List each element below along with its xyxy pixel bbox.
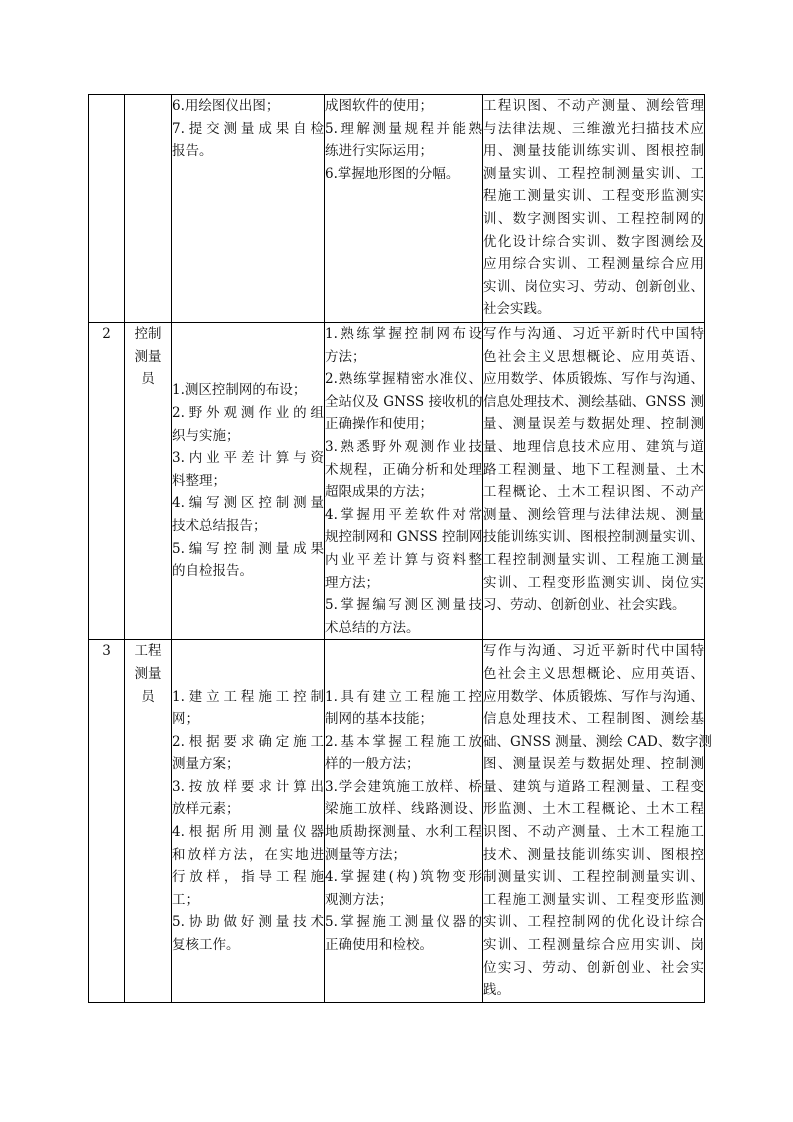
table-row xyxy=(89,95,705,323)
course-line: 工程施工测量实训、工程变形监测 xyxy=(483,891,704,908)
skill-line: 正确使用和检校。 xyxy=(325,937,433,954)
course-line: 量、建筑与道路工程测量、工程变 xyxy=(483,778,704,795)
skill-line: 3.熟悉野外观测作业技 xyxy=(325,438,482,455)
course-line: 位实习、劳动、创新创业、社会实 xyxy=(483,959,704,976)
position-name-line: 工程 xyxy=(134,643,162,660)
skill-line: 理方法； xyxy=(325,574,379,591)
skill-line: 测量等方法； xyxy=(325,846,406,863)
skill-line: 正确操作和使用； xyxy=(325,416,433,433)
position-cell xyxy=(125,323,172,640)
course-line: 实训、工程测量综合应用实训、岗 xyxy=(483,937,704,954)
course-line: 与法律法规、三维激光扫描技术应 xyxy=(483,120,704,137)
course-line: 优化设计综合实训、数字图测绘及 xyxy=(483,233,704,250)
skill-line: 术规程，正确分析和处理 xyxy=(325,461,482,478)
course-line: 应用数学、体质锻炼、写作与沟通、 xyxy=(483,688,704,705)
work-task-line: 6.用绘图仪出图； xyxy=(172,98,280,114)
skill-line: 4.掌握用平差软件对常 xyxy=(325,506,482,523)
skill-line: 5.掌握编写测区测量技 xyxy=(325,597,482,614)
work-task-line: 4.根据所用测量仪器 xyxy=(172,824,324,841)
course-line: 技能训练实训、图根控制测量实训、 xyxy=(483,529,704,546)
course-line: 社会实践。 xyxy=(483,301,551,318)
skills-cell xyxy=(325,640,483,1003)
row-number-cell: 2 xyxy=(89,323,125,640)
skill-line: 6.掌握地形图的分幅。 xyxy=(325,165,460,182)
work-task-line: 料整理； xyxy=(172,472,226,489)
course-line: 应用数学、体质锻炼、写作与沟通、 xyxy=(483,371,704,388)
course-line: 信息处理技术、工程制图、测绘基 xyxy=(483,711,704,728)
work-task-line: 7.提交测量成果自检 xyxy=(172,120,324,137)
course-line: 实训、工程变形监测实训、岗位实 xyxy=(483,574,704,591)
work-task-line: 复核工作。 xyxy=(172,937,240,954)
course-line: 量、测量误差与数据处理、控制测 xyxy=(483,416,704,433)
skill-line: 2.熟练掌握精密水准仪、 xyxy=(325,371,482,388)
skill-line: 1.熟练掌握控制网布设 xyxy=(325,326,482,342)
course-line: 形监测、土木工程概论、土木工程 xyxy=(483,801,704,818)
table-row xyxy=(89,323,705,640)
work-tasks-cell xyxy=(172,640,325,1003)
row-number-cell xyxy=(89,95,125,323)
courses-cell xyxy=(483,640,712,1003)
skill-line: 规控制网和 GNSS 控制网 xyxy=(325,529,483,546)
skills-cell xyxy=(325,323,483,640)
skill-line: 地质勘探测量、水利工程 xyxy=(325,824,482,841)
course-line: 色社会主义思想概论、应用英语、 xyxy=(483,348,704,365)
work-task-line: 和放样方法，在实地进 xyxy=(172,846,324,863)
work-task-line: 测量方案； xyxy=(172,756,240,773)
course-line: 践。 xyxy=(483,982,510,999)
course-line: 工程控制测量实训、工程施工测量 xyxy=(483,551,704,568)
course-line: 写作与沟通、习近平新时代中国特 xyxy=(483,643,704,660)
course-line: 实训、工程控制网的优化设计综合 xyxy=(483,914,704,931)
work-task-line: 5.编写控制测量成果 xyxy=(172,540,324,557)
work-task-line: 网； xyxy=(172,711,199,728)
work-task-line: 5.协助做好测量技术 xyxy=(172,914,324,931)
work-task-line: 1.建立工程施工控制 xyxy=(172,688,324,705)
curriculum-table xyxy=(88,94,712,1003)
skill-line: 超限成果的方法； xyxy=(325,484,433,501)
skill-line: 5.理解测量规程并能熟 xyxy=(325,120,482,137)
course-line: 工程概论、土木工程识图、不动产 xyxy=(483,484,704,501)
work-task-line: 的自检报告。 xyxy=(172,563,253,580)
skill-line: 制网的基本技能； xyxy=(325,711,433,728)
skill-line: 方法； xyxy=(325,348,366,365)
row-number-cell: 3 xyxy=(89,640,125,1003)
work-task-line: 技术总结报告； xyxy=(172,518,267,535)
course-line: 测量、测绘管理与法律法规、测量 xyxy=(483,506,704,523)
table-body xyxy=(89,95,712,1003)
course-line: 工程识图、不动产测量、测绘管理 xyxy=(483,98,704,114)
work-task-line: 工； xyxy=(172,891,199,908)
course-line: 技术、测量技能训练实训、图根控 xyxy=(483,846,704,863)
courses-cell xyxy=(483,95,705,323)
position-cell xyxy=(125,640,172,1003)
position-cell xyxy=(125,95,172,323)
course-line: 应用综合实训、工程测量综合应用 xyxy=(483,256,704,273)
position-name-line: 控制 xyxy=(134,326,162,342)
course-line: 图、测量误差与数据处理、控制测 xyxy=(483,756,704,773)
work-task-line: 3.按放样要求计算出 xyxy=(172,778,324,795)
work-tasks-cell xyxy=(172,95,325,323)
skill-line: 练进行实际运用； xyxy=(325,143,433,160)
position-name-line: 员 xyxy=(141,688,155,705)
work-task-line: 放样元素； xyxy=(172,801,240,818)
work-task-line: 3.内业平差计算与资 xyxy=(172,450,324,467)
skill-line: 3.学会建筑施工放样、桥 xyxy=(325,778,482,795)
work-task-line: 2.根据要求确定施工 xyxy=(172,733,324,750)
skill-line: 1.具有建立工程施工控 xyxy=(325,688,482,705)
work-task-line: 织与实施； xyxy=(172,427,240,444)
work-task-line: 行放样，指导工程施 xyxy=(172,869,324,886)
position-name-line: 员 xyxy=(141,371,155,388)
position-name-line: 测量 xyxy=(134,348,162,365)
course-line: 色社会主义思想概论、应用英语、 xyxy=(483,665,704,682)
skill-line: 术总结的方法。 xyxy=(325,619,420,636)
course-line: 识图、不动产测量、土木工程施工 xyxy=(483,824,704,841)
skill-line: 5.掌握施工测量仪器的 xyxy=(325,914,482,931)
course-line: 量、地理信息技术应用、建筑与道 xyxy=(483,438,704,455)
course-line: 写作与沟通、习近平新时代中国特 xyxy=(483,326,704,342)
skill-line: 观测方法； xyxy=(325,891,393,908)
work-task-line: 2.野外观测作业的组 xyxy=(172,405,324,422)
course-line: 测量实训、工程控制测量实训、工 xyxy=(483,165,704,182)
table-row xyxy=(89,640,705,1003)
work-task-line: 4.编写测区控制测量 xyxy=(172,495,324,512)
course-line: 制测量实训、工程控制测量实训、 xyxy=(483,869,704,886)
course-line: 础、GNSS 测量、测绘 CAD、数字测 xyxy=(483,733,712,750)
courses-cell xyxy=(483,323,705,640)
work-task-line: 报告。 xyxy=(172,143,213,160)
course-line: 路工程测量、地下工程测量、土木 xyxy=(483,461,704,478)
work-task-line: 1.测区控制网的布设； xyxy=(172,382,307,399)
skill-line: 全站仪及 GNSS 接收机的 xyxy=(325,393,483,410)
course-line: 训、数字测图实训、工程控制网的 xyxy=(483,210,704,227)
position-name-line: 测量 xyxy=(134,665,162,682)
course-line: 程施工测量实训、工程变形监测实 xyxy=(483,188,704,205)
skill-line: 4.掌握建(构)筑物变形 xyxy=(325,869,482,886)
skill-line: 内业平差计算与资料整 xyxy=(325,551,482,568)
skill-line: 2.基本掌握工程施工放 xyxy=(325,733,482,750)
course-line: 信息处理技术、测绘基础、GNSS 测 xyxy=(483,393,704,410)
course-line: 实训、岗位实习、劳动、创新创业、 xyxy=(483,278,704,295)
skill-line: 样的一般方法； xyxy=(325,756,420,773)
skill-line: 成图软件的使用； xyxy=(325,98,433,114)
course-line: 习、劳动、创新创业、社会实践。 xyxy=(483,597,686,614)
course-line: 用、测量技能训练实训、图根控制 xyxy=(483,143,704,160)
skill-line: 梁施工放样、线路测设、 xyxy=(325,801,482,818)
work-tasks-cell xyxy=(172,323,325,640)
skills-cell xyxy=(325,95,483,323)
